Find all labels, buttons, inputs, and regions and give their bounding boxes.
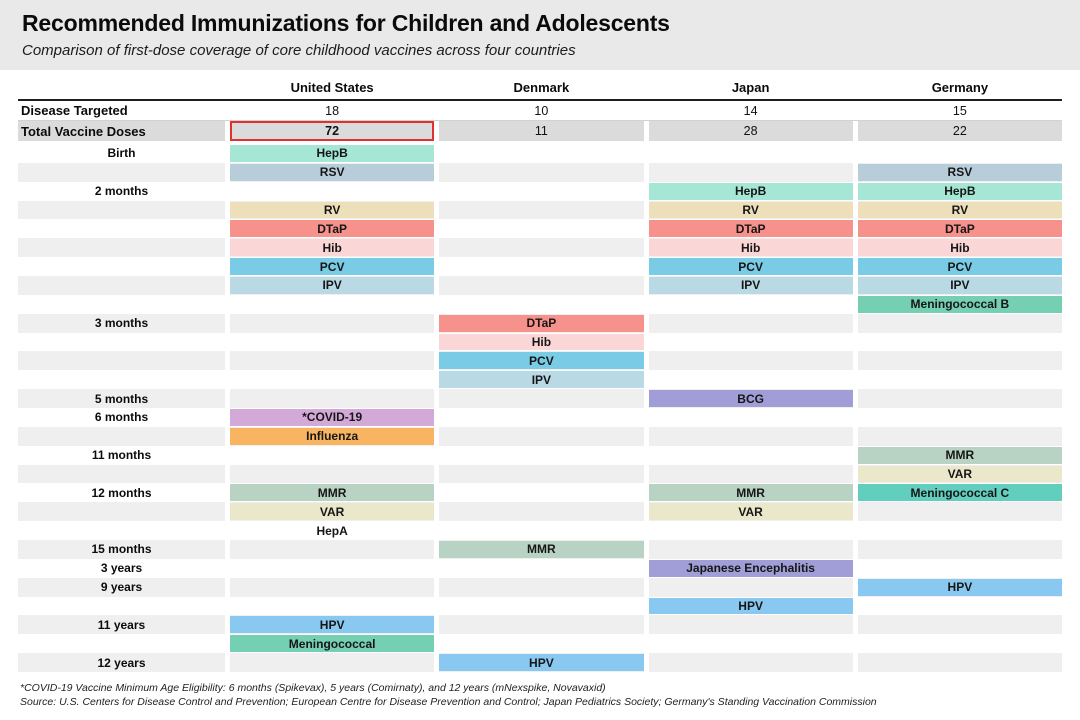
schedule-row [18, 333, 1062, 352]
vaccine-pill: HPV [649, 598, 853, 615]
schedule-cell [439, 578, 643, 597]
schedule-row [18, 257, 1062, 276]
vaccine-pill: MMR [230, 484, 434, 501]
stat-value: 15 [952, 103, 967, 118]
schedule-row [18, 446, 1062, 465]
schedule-cell [649, 314, 853, 333]
schedule-cell [230, 144, 434, 163]
schedule-row [18, 370, 1062, 389]
schedule-cell [858, 201, 1062, 220]
schedule-cell [230, 502, 434, 521]
stat-value: 22 [858, 121, 1062, 141]
schedule-cell [858, 276, 1062, 295]
schedule-cell [439, 219, 643, 238]
schedule-cell [439, 351, 643, 370]
schedule-cell [439, 295, 643, 314]
schedule-cell [649, 615, 853, 634]
age-label [18, 521, 225, 540]
vaccine-pill: HepB [858, 183, 1062, 200]
vaccine-pill: HPV [858, 579, 1062, 596]
vaccine-pill: Influenza [230, 428, 434, 445]
schedule-cell [439, 427, 643, 446]
schedule-row [18, 540, 1062, 559]
vaccine-pill: IPV [230, 277, 434, 294]
schedule-cell [230, 238, 434, 257]
schedule-cell [858, 502, 1062, 521]
vaccine-pill: Japanese Encephalitis [649, 560, 853, 577]
column-header-japan: Japan [731, 79, 770, 95]
schedule-cell [439, 540, 643, 559]
schedule-cell [858, 578, 1062, 597]
vaccine-pill: MMR [649, 484, 853, 501]
age-label [18, 163, 225, 182]
schedule-cell [649, 465, 853, 484]
schedule-cell [858, 615, 1062, 634]
vaccine-pill: Meningococcal B [858, 296, 1062, 313]
schedule-cell [649, 408, 853, 427]
vaccine-pill: RSV [858, 164, 1062, 181]
schedule-cell [858, 634, 1062, 653]
age-label [18, 465, 225, 484]
schedule-cell [439, 446, 643, 465]
schedule-cell [858, 427, 1062, 446]
stat-value: 11 [439, 121, 643, 141]
vaccine-pill: *COVID-19 [230, 409, 434, 426]
vaccine-pill: MMR [858, 447, 1062, 464]
vaccine-pill: VAR [230, 503, 434, 520]
age-label [18, 295, 225, 314]
age-label [18, 333, 225, 352]
vaccine-pill: HepB [649, 183, 853, 200]
vaccine-pill: PCV [230, 258, 434, 275]
schedule-cell [230, 483, 434, 502]
schedule-cell [858, 521, 1062, 540]
schedule-row [18, 351, 1062, 370]
schedule-cell [439, 634, 643, 653]
schedule-cell [649, 389, 853, 408]
schedule-cell [439, 559, 643, 578]
vaccine-pill: RV [858, 202, 1062, 219]
schedule-cell [649, 295, 853, 314]
schedule-row [18, 615, 1062, 634]
vaccine-pill: PCV [858, 258, 1062, 275]
vaccine-pill: Hib [649, 239, 853, 256]
age-label [18, 427, 225, 446]
vaccine-pill: DTaP [230, 220, 434, 237]
schedule-cell [649, 578, 853, 597]
schedule-cell [230, 182, 434, 201]
schedule-cell [439, 465, 643, 484]
vaccine-pill: PCV [439, 352, 643, 369]
schedule-cell [230, 559, 434, 578]
schedule-cell [649, 333, 853, 352]
schedule-row [18, 502, 1062, 521]
vaccine-pill: Meningococcal [230, 635, 434, 652]
vaccine-pill: PCV [649, 258, 853, 275]
column-header-germany: Germany [931, 79, 989, 95]
schedule-cell [439, 483, 643, 502]
schedule-cell [649, 351, 853, 370]
schedule-cell [649, 502, 853, 521]
schedule-cell [230, 427, 434, 446]
age-label: 12 years [18, 653, 225, 672]
schedule-cell [649, 238, 853, 257]
schedule-rows [18, 144, 1062, 672]
vaccine-pill: DTaP [649, 220, 853, 237]
schedule-cell [230, 370, 434, 389]
stat-value: 14 [743, 103, 758, 118]
vaccine-pill: HPV [230, 616, 434, 633]
schedule-row [18, 314, 1062, 333]
vaccine-pill: MMR [439, 541, 643, 558]
schedule-cell [230, 578, 434, 597]
footnote-source: Source: U.S. Centers for Disease Control and Prevention; European Centre for Disease Prevention and Control; Japan Pediatrics Society; Germany's Standing Vaccination Commission [20, 696, 877, 708]
age-label [18, 634, 225, 653]
schedule-cell [858, 483, 1062, 502]
schedule-cell [649, 144, 853, 163]
schedule-row [18, 163, 1062, 182]
age-label: 5 months [18, 389, 225, 408]
schedule-cell [858, 408, 1062, 427]
vaccine-pill: RSV [230, 164, 434, 181]
schedule-cell [858, 163, 1062, 182]
schedule-cell [439, 182, 643, 201]
schedule-cell [230, 257, 434, 276]
schedule-cell [649, 653, 853, 672]
schedule-cell [649, 201, 853, 220]
schedule-cell [858, 219, 1062, 238]
age-label: 2 months [94, 184, 149, 199]
vaccine-pill: Meningococcal C [858, 484, 1062, 501]
schedule-cell [858, 653, 1062, 672]
schedule-cell [858, 389, 1062, 408]
vaccine-pill: IPV [649, 277, 853, 294]
schedule-cell [649, 370, 853, 389]
schedule-cell [649, 597, 853, 616]
column-header-denmark: Denmark [513, 79, 570, 95]
schedule-cell [230, 276, 434, 295]
vaccine-pill: DTaP [439, 315, 643, 332]
schedule-cell [858, 182, 1062, 201]
header-band [0, 0, 1080, 70]
schedule-cell [439, 333, 643, 352]
schedule-cell [649, 521, 853, 540]
schedule-cell [858, 238, 1062, 257]
schedule-cell [858, 465, 1062, 484]
schedule-cell [649, 540, 853, 559]
vaccine-pill: BCG [649, 390, 853, 407]
schedule-cell [439, 502, 643, 521]
schedule-row [18, 276, 1062, 295]
stat-value: 18 [325, 103, 340, 118]
schedule-cell [439, 389, 643, 408]
schedule-cell [439, 257, 643, 276]
vaccine-pill: RV [649, 202, 853, 219]
schedule-cell [439, 144, 643, 163]
stat-row-label: Total Vaccine Doses [18, 121, 225, 141]
age-label [18, 276, 225, 295]
schedule-row [18, 465, 1062, 484]
schedule-row [18, 653, 1062, 672]
schedule-row [18, 578, 1062, 597]
stats-section [18, 101, 1062, 141]
schedule-cell [649, 446, 853, 465]
schedule-cell [230, 521, 434, 540]
schedule-cell [858, 446, 1062, 465]
schedule-cell [439, 370, 643, 389]
stat-value: 10 [534, 103, 549, 118]
schedule-cell [649, 427, 853, 446]
schedule-row [18, 521, 1062, 540]
age-label [18, 502, 225, 521]
schedule-cell [230, 163, 434, 182]
schedule-row [18, 408, 1062, 427]
age-label [18, 201, 225, 220]
schedule-cell [230, 597, 434, 616]
schedule-cell [858, 257, 1062, 276]
age-label [18, 238, 225, 257]
schedule-row [18, 219, 1062, 238]
stat-row [18, 121, 1062, 141]
vaccine-pill: Hib [439, 334, 643, 351]
schedule-cell [230, 408, 434, 427]
schedule-cell [230, 465, 434, 484]
stat-value: 28 [649, 121, 853, 141]
vaccine-pill: VAR [649, 503, 853, 520]
age-label: Birth [107, 146, 136, 161]
schedule-cell [649, 483, 853, 502]
schedule-cell [439, 615, 643, 634]
schedule-row [18, 201, 1062, 220]
footnote-covid-eligibility: *COVID-19 Vaccine Minimum Age Eligibility: 6 months (Spikevax), 5 years (Comirnaty), and 12 years (mNexspike, Novavaxid) [20, 682, 606, 694]
schedule-cell [230, 219, 434, 238]
column-header-united-states: United States [290, 79, 374, 95]
schedule-cell [858, 314, 1062, 333]
vaccine-pill: HepB [230, 145, 434, 162]
schedule-cell [230, 295, 434, 314]
page-subtitle: Comparison of first-dose coverage of core childhood vaccines across four countries [22, 42, 576, 59]
schedule-row [18, 483, 1062, 502]
age-label: 15 months [18, 540, 225, 559]
schedule-cell [649, 182, 853, 201]
schedule-row [18, 238, 1062, 257]
schedule-row [18, 559, 1062, 578]
schedule-cell [439, 238, 643, 257]
stat-row [18, 101, 1062, 121]
vaccine-pill: IPV [439, 371, 643, 388]
schedule-cell [649, 559, 853, 578]
schedule-row [18, 634, 1062, 653]
schedule-cell [858, 540, 1062, 559]
schedule-row [18, 427, 1062, 446]
schedule-cell [439, 314, 643, 333]
schedule-cell [649, 634, 853, 653]
schedule-cell [230, 333, 434, 352]
stat-row-label: Disease Targeted [21, 103, 128, 118]
schedule-cell [858, 333, 1062, 352]
stat-value-highlighted: 72 [230, 121, 434, 141]
age-label [18, 219, 225, 238]
schedule-cell [858, 295, 1062, 314]
schedule-cell [230, 653, 434, 672]
schedule-cell [230, 615, 434, 634]
country-header-row [18, 75, 1062, 101]
schedule-cell [230, 446, 434, 465]
schedule-cell [649, 163, 853, 182]
schedule-cell [439, 408, 643, 427]
schedule-row [18, 144, 1062, 163]
schedule-cell [439, 653, 643, 672]
vaccine-pill: VAR [858, 466, 1062, 483]
schedule-cell [439, 521, 643, 540]
schedule-row [18, 597, 1062, 616]
schedule-cell [230, 540, 434, 559]
vaccine-schedule-table [18, 75, 1062, 672]
age-label: 11 months [91, 448, 152, 463]
vaccine-pill: HepA [316, 523, 348, 538]
schedule-cell [858, 370, 1062, 389]
vaccine-pill: Hib [858, 239, 1062, 256]
vaccine-pill: HPV [439, 654, 643, 671]
schedule-cell [649, 257, 853, 276]
age-label [18, 370, 225, 389]
age-label: 3 months [18, 314, 225, 333]
age-label: 6 months [94, 410, 149, 425]
age-label: 11 years [18, 615, 225, 634]
age-label: 9 years [18, 578, 225, 597]
schedule-cell [230, 314, 434, 333]
schedule-cell [439, 201, 643, 220]
schedule-row [18, 295, 1062, 314]
vaccine-pill: DTaP [858, 220, 1062, 237]
schedule-cell [230, 351, 434, 370]
schedule-cell [230, 389, 434, 408]
vaccine-pill: IPV [858, 277, 1062, 294]
vaccine-pill: RV [230, 202, 434, 219]
schedule-cell [858, 597, 1062, 616]
schedule-cell [858, 559, 1062, 578]
schedule-cell [649, 276, 853, 295]
age-label: 12 months [91, 485, 152, 500]
vaccine-pill: Hib [230, 239, 434, 256]
schedule-row [18, 389, 1062, 408]
age-label [18, 597, 225, 616]
schedule-cell [649, 219, 853, 238]
schedule-cell [230, 201, 434, 220]
schedule-cell [439, 163, 643, 182]
schedule-row [18, 182, 1062, 201]
schedule-cell [858, 144, 1062, 163]
age-label [18, 257, 225, 276]
schedule-cell [439, 597, 643, 616]
age-label [18, 351, 225, 370]
schedule-cell [439, 276, 643, 295]
page-title: Recommended Immunizations for Children and Adolescents [22, 10, 670, 36]
schedule-cell [858, 351, 1062, 370]
schedule-cell [230, 634, 434, 653]
age-label: 3 years [100, 561, 143, 576]
footnotes [20, 681, 877, 709]
